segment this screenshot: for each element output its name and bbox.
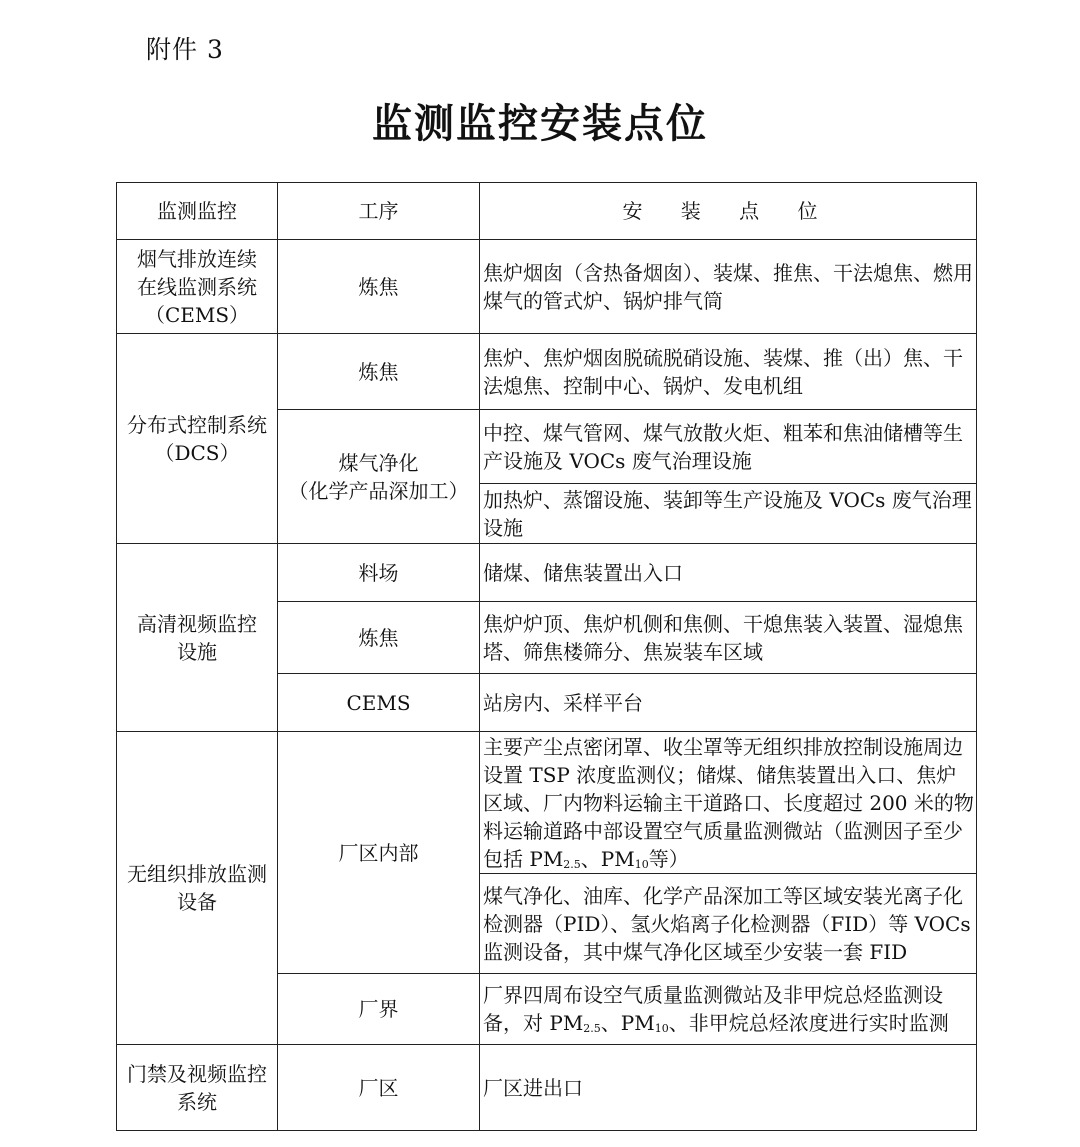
table-header-row xyxy=(117,183,977,240)
header-process: 工序 xyxy=(278,183,480,240)
location-cell: 焦炉炉顶、焦炉机侧和焦侧、干熄焦装入装置、湿熄焦塔、筛焦楼筛分、焦炭装车区域 xyxy=(480,602,977,674)
attachment-label: 附件 3 xyxy=(146,35,224,64)
process-cell: 炼焦 xyxy=(278,602,480,674)
process-cell: 炼焦 xyxy=(278,334,480,410)
category-cems: 烟气排放连续 在线监测系统 （CEMS） xyxy=(117,240,278,334)
location-cell: 站房内、采样平台 xyxy=(480,674,977,732)
process-cell: 厂区内部 xyxy=(278,732,480,974)
location-cell: 加热炉、蒸馏设施、装卸等生产设施及 VOCs 废气治理设施 xyxy=(480,484,977,544)
process-cell: 炼焦 xyxy=(278,240,480,334)
location-cell: 焦炉、焦炉烟囱脱硫脱硝设施、装煤、推（出）焦、干法熄焦、控制中心、锅炉、发电机组 xyxy=(480,334,977,410)
monitoring-table xyxy=(116,182,977,1131)
category-dcs: 分布式控制系统 （DCS） xyxy=(117,334,278,544)
page-title: 监测监控安装点位 xyxy=(372,100,708,147)
table-row xyxy=(117,334,977,410)
category-video: 高清视频监控 设施 xyxy=(117,544,278,732)
location-cell: 储煤、储焦装置出入口 xyxy=(480,544,977,602)
process-cell: 厂区 xyxy=(278,1045,480,1131)
header-location: 安 装 点 位 xyxy=(480,183,977,240)
header-monitoring: 监测监控 xyxy=(117,183,278,240)
table-row xyxy=(117,1045,977,1131)
location-cell: 中控、煤气管网、煤气放散火炬、粗苯和焦油储槽等生产设施及 VOCs 废气治理设施 xyxy=(480,410,977,484)
process-cell: 厂界 xyxy=(278,974,480,1045)
category-access: 门禁及视频监控 系统 xyxy=(117,1045,278,1131)
location-cell: 主要产尘点密闭罩、收尘罩等无组织排放控制设施周边设置 TSP 浓度监测仪；储煤、储焦装置出入口、焦炉区域、厂内物料运输主干道路口、长度超过 200 米的物料运输道路中部设置空气质量监测微站（监测因子至少包括 $PM_{2.5}$、$PM_{10}$等） xyxy=(480,732,977,874)
table-row xyxy=(117,240,977,334)
location-cell: 厂界四周布设空气质量监测微站及非甲烷总烃监测设备，对 $PM_{2.5}$、$PM_{10}$、非甲烷总烃浓度进行实时监测 xyxy=(480,974,977,1045)
process-cell: 煤气净化 （化学产品深加工） xyxy=(278,410,480,544)
location-cell: 焦炉烟囱（含热备烟囱）、装煤、推焦、干法熄焦、燃用煤气的管式炉、锅炉排气筒 xyxy=(480,240,977,334)
table-row xyxy=(117,544,977,602)
category-fugitive: 无组织排放监测 设备 xyxy=(117,732,278,1045)
location-cell: 煤气净化、油库、化学产品深加工等区域安装光离子化检测器（PID）、氢火焰离子化检测器（FID）等 VOCs 监测设备，其中煤气净化区域至少安装一套 FID xyxy=(480,874,977,974)
process-cell: CEMS xyxy=(278,674,480,732)
table-row xyxy=(117,732,977,874)
process-cell: 料场 xyxy=(278,544,480,602)
location-cell: 厂区进出口 xyxy=(480,1045,977,1131)
